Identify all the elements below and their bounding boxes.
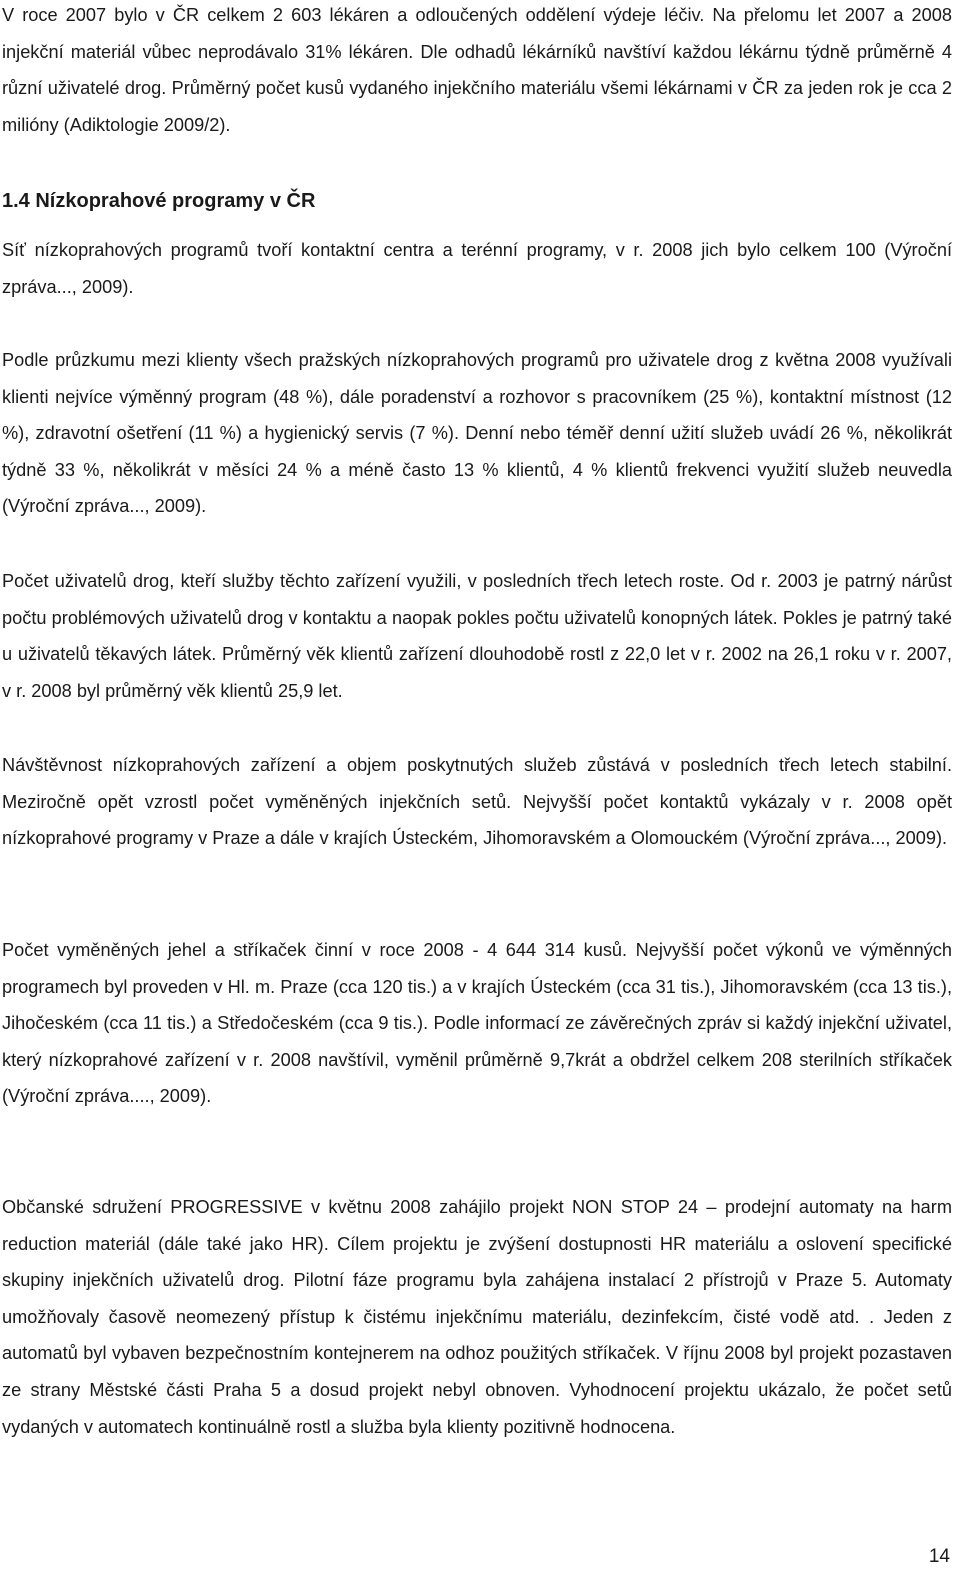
page-number: 14 <box>928 1546 950 1567</box>
paragraph-network: Síť nízkoprahových programů tvoří kontaktní centra a terénní programy, v r. 2008 jich bylo celkem 100 (Výroční zpráva..., 2009). <box>2 240 952 297</box>
paragraph-survey: Podle průzkumu mezi klienty všech pražských nízkoprahových programů pro uživatele drog z května 2008 využívali klienti nejvíce výměnný program (48 %), dále poradenství a rozhovor s pracovníkem (25 %), kontaktní místnost (12 %), zdravotní ošetření (11 %) a hygienický servis (7 %). Denní nebo téměř denní užití služeb uvádí 26 %, několikrát týdně 33 %, několikrát v měsíci 24 % a méně často 13 % klientů, 4 % klientů frekvenci využití služeb neuvedla (Výroční zpráva..., 2009). <box>2 350 952 517</box>
paragraph-attendance: Návštěvnost nízkoprahových zařízení a objem poskytnutých služeb zůstává v posledních třech letech stabilní. Meziročně opět vzrostl počet vyměněných injekčních setů. Nejvyšší počet kontaktů vykázaly v r. 2008 opět nízkoprahové programy v Praze a dále v krajích Ústeckém, Jihomoravském a Olomouckém (Výroční zpráva..., 2009). <box>2 755 952 849</box>
section-heading: 1.4 Nízkoprahové programy v ČR <box>2 190 316 212</box>
paragraph-needle-exchange: Počet vyměněných jehel a stříkaček činní v roce 2008 - 4 644 314 kusů. Nejvyšší počet výkonů ve výměnných programech byl proveden v Hl. m. Praze (cca 120 tis.) a v krajích Ústeckém (cca 31 tis.), Jihomoravském (cca 13 tis.), Jihočeském (cca 11 tis.) a Středočeském (cca 9 tis.). Podle informací ze závěrečných zpráv si každý injekční uživatel, který nízkoprahové zařízení v r. 2008 navštívil, vyměnil průměrně 9,7krát a obdržel celkem 208 sterilních stříkaček (Výroční zpráva...., 2009). <box>2 940 952 1107</box>
paragraph-users: Počet uživatelů drog, kteří služby těchto zařízení využili, v posledních třech letech roste. Od r. 2003 je patrný nárůst počtu problémových uživatelů drog v kontaktu a naopak pokles počtu uživatelů konopných látek. Pokles je patrný také u uživatelů těkavých látek. Průměrný věk klientů zařízení dlouhodobě rostl z 22,0 let v r. 2002 na 26,1 roku v r. 2007, v r. 2008 byl průměrný věk klientů 25,9 let. <box>2 571 952 701</box>
paragraph-pharmacies: V roce 2007 bylo v ČR celkem 2 603 lékáren a odloučených oddělení výdeje léčiv. Na přelomu let 2007 a 2008 injekční materiál vůbec neprodávalo 31% lékáren. Dle odhadů lékárníků navštíví každou lékárnu týdně průměrně 4 různí uživatelé drog. Průměrný počet kusů vydaného injekčního materiálu všemi lékárnami v ČR za jeden rok je cca 2 milióny (Adiktologie 2009/2). <box>2 5 952 135</box>
paragraph-progressive-project: Občanské sdružení PROGRESSIVE v květnu 2008 zahájilo projekt NON STOP 24 – prodejní automaty na harm reduction materiál (dále také jako HR). Cílem projektu je zvýšení dostupnosti HR materiálu a oslovení specifické skupiny injekčních uživatelů drog. Pilotní fáze programu byla zahájena instalací 2 přístrojů v Praze 5. Automaty umožňovaly časově neomezený přístup k čistému injekčnímu materiálu, dezinfekcím, čisté vodě atd. . Jeden z automatů byl vybaven bezpečnostním kontejnerem na odhoz použitých stříkaček. V říjnu 2008 byl projekt pozastaven ze strany Městské části Praha 5 a dosud projekt nebyl obnoven. Vyhodnocení projektu ukázalo, že počet setů vydaných v automatech kontinuálně rostl a služba byla klienty pozitivně hodnocena. <box>2 1197 952 1437</box>
